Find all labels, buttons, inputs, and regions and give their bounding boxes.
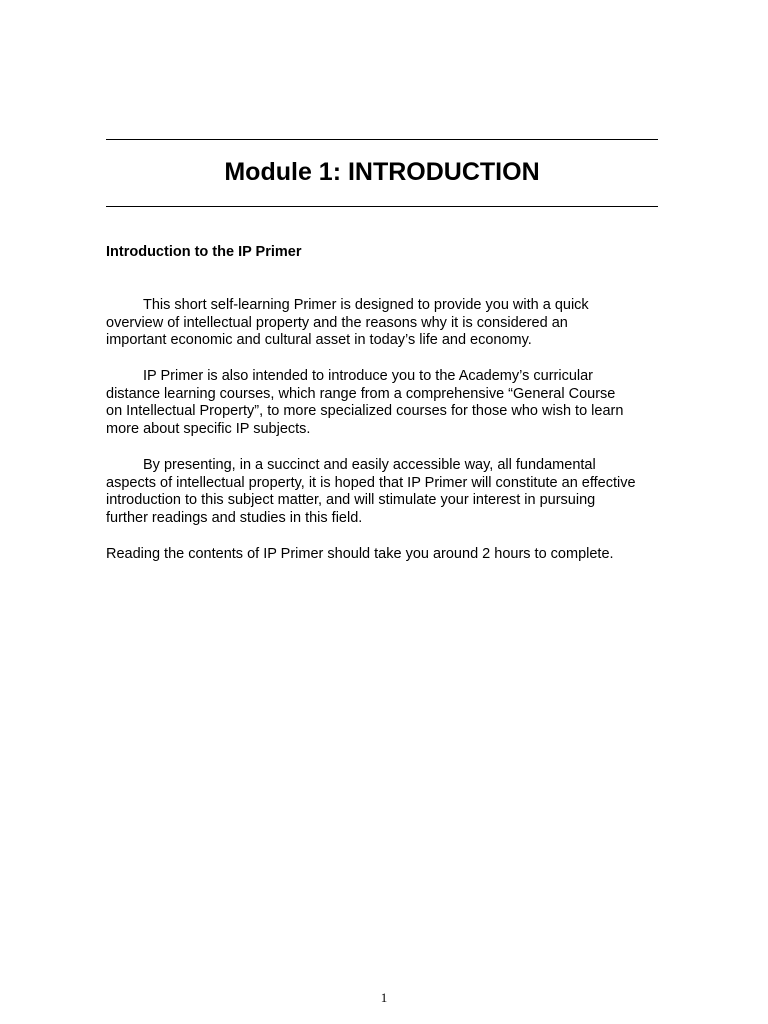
title-bottom-rule [106,206,658,207]
paragraph-overview [106,297,686,350]
paragraph-line: overview of intellectual property and the reasons why it is considered an [106,314,568,331]
page-title: Module 1: INTRODUCTION [224,158,540,186]
paragraph-line: important economic and cultural asset in today’s life and economy. [106,332,532,349]
paragraph-line: Reading the contents of IP Primer should take you around 2 hours to complete. [106,546,614,562]
paragraph-line: distance learning courses, which range from a comprehensive “General Course [106,385,616,402]
paragraph-line: By presenting, in a succinct and easily accessible way, all fundamental [143,457,596,473]
page-number: 1 [380,990,388,1005]
paragraph-line: IP Primer is also intended to introduce you to the Academy’s curricular [143,368,593,384]
paragraph-purpose [106,457,686,527]
paragraph-line: introduction to this subject matter, and will stimulate your interest in pursuing [106,492,596,509]
paragraph-reading-time [106,546,686,564]
paragraph-line: This short self-learning Primer is designed to provide you with a quick [143,297,589,313]
paragraph-line: more about specific IP subjects. [106,420,311,437]
section-heading: Introduction to the IP Primer [106,244,302,260]
paragraph-line: on Intellectual Property”, to more specialized courses for those who wish to learn [106,403,624,420]
paragraph-courses [106,368,686,438]
title-top-rule [106,139,658,140]
paragraph-line: aspects of intellectual property, it is hoped that IP Primer will constitute an effective [106,474,636,491]
paragraph-line: further readings and studies in this field. [106,509,363,526]
